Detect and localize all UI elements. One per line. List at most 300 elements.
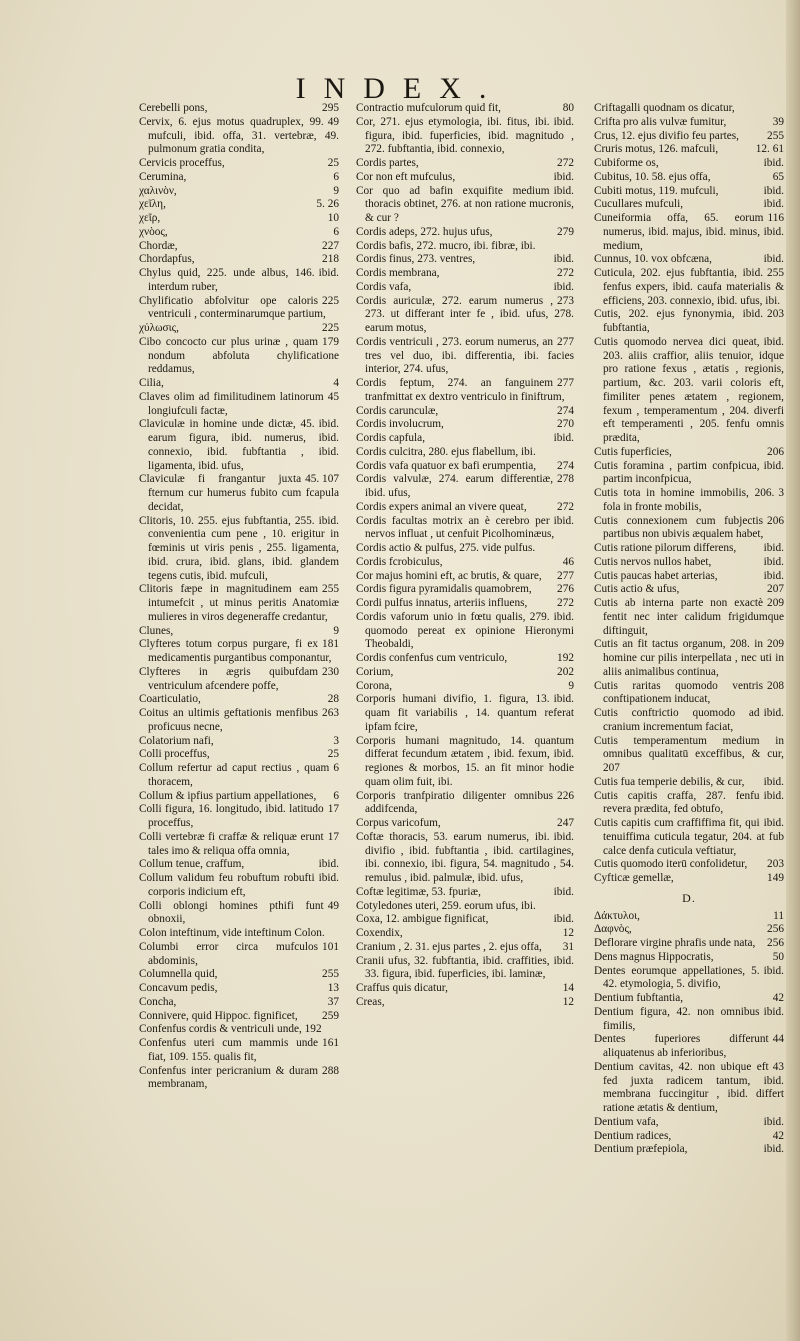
entry-text: Dentium cavitas, 42. non ubique eft fed juxta radicem tantum, ibid. membrana fuccingitur , ibid. differt ratione ætatis & dentium,	[594, 1060, 784, 1114]
index-entry	[594, 597, 784, 638]
entry-text: Cilia,	[139, 377, 164, 389]
index-entry	[356, 735, 574, 790]
page-reference: ibid.	[763, 789, 784, 802]
page-header-title: INDEX.	[295, 72, 505, 105]
page-reference: 101	[322, 940, 339, 953]
entry-text: Cutis temperamentum medium in omnibus qualitatū exceffibus, & cur, 207	[594, 734, 784, 774]
page-reference: 274	[557, 459, 574, 472]
entry-text: Columnella quid,	[139, 968, 218, 981]
entry-text: Cerebelli pons,	[139, 102, 208, 114]
page-reference: 3	[333, 734, 339, 747]
index-entry	[139, 1065, 339, 1093]
page-reference: 11	[773, 909, 784, 922]
index-entry	[594, 542, 784, 556]
entry-text: Cutis connexionem cum fubjectis partibus non ubivis æqualem habet,	[594, 514, 764, 541]
page-reference: ibid.	[763, 542, 784, 554]
index-entry	[139, 900, 339, 928]
page-reference: ibid.	[318, 418, 339, 431]
page-reference: 6	[333, 762, 339, 774]
entry-text: Cordis fcrobiculus,	[356, 555, 443, 568]
index-entry	[139, 982, 339, 996]
entry-text: Corium,	[356, 665, 394, 678]
page-reference: 202	[557, 665, 574, 678]
index-entry	[139, 418, 339, 473]
index-entry	[356, 157, 574, 171]
entry-text: Cor quo ad bafin exquifite medium thoracis obtinet, 276. at non ratione mucronis, & cur ?	[356, 184, 574, 224]
index-entry	[356, 556, 574, 570]
entry-text: Cordis feptum, 274. an fanguinem tranfmittat ex dextro ventriculo in finiftrum,	[356, 377, 565, 403]
page-reference: 6	[333, 170, 339, 183]
entry-text: Clyfteres in ægris quibufdam ventriculum afcendere poffe,	[139, 665, 319, 692]
entry-text: Cor majus homini eft, ac brutis, & quare,	[356, 569, 542, 582]
page-reference: ibid.	[553, 693, 574, 706]
page-reference: 255	[767, 267, 784, 279]
index-entry	[356, 515, 574, 543]
page-reference: 37	[327, 995, 339, 1008]
page-reference: 218	[322, 253, 339, 266]
page-reference: 247	[557, 817, 574, 829]
page-reference: ibid.	[763, 184, 784, 197]
page-reference: 225	[322, 294, 339, 307]
index-entry	[594, 858, 784, 872]
index-entry	[139, 693, 339, 707]
entry-text: Cotyledones uteri, 259. eorum ufus, ibi.	[356, 899, 536, 912]
entry-text: Cervix, 6. ejus motus quadruplex, 99. mufculi, ibid. offa, 31. vertebræ, 49. pulmonum gratia condita,	[139, 115, 339, 156]
page-reference: 288	[322, 1064, 339, 1077]
entry-text: Cordis facultas motrix an è cerebro per nervos influat , ut cenfuit Picolhominæus,	[356, 514, 555, 541]
index-column-1	[139, 102, 339, 1182]
page-reference: ibid.	[763, 1115, 784, 1128]
index-entry	[356, 900, 574, 914]
index-entry	[594, 910, 784, 924]
page-reference: 227	[322, 239, 339, 252]
index-entry	[356, 941, 574, 955]
entry-text: χύλωσις,	[139, 322, 179, 334]
index-entry	[139, 116, 339, 157]
entry-text: Cuticula, 202. ejus fubftantia, ibid. fenfus expers, ibid. caufa materialis & efficiens, 203. connexio, ibid. ufus, ibi.	[594, 267, 784, 307]
index-entry	[594, 487, 784, 515]
page-reference: 273	[557, 294, 574, 307]
index-entry	[139, 790, 339, 804]
entry-text: Clyfteres totum corpus purgare, fi ex medicamentis purgantibus componantur,	[139, 638, 332, 664]
index-entry	[594, 707, 784, 735]
entry-text: Cordi pulfus innatus, arteriis influens,	[356, 597, 528, 609]
page-reference: 255	[767, 129, 784, 142]
entry-text: Cutis quomodo iterū confolidetur,	[594, 858, 748, 871]
page-reference: 43	[772, 1060, 784, 1073]
page-reference: ibid.	[553, 830, 574, 843]
entry-text: Chylificatio abfolvitur ope caloris ventriculi , conterminarumque partium,	[139, 294, 326, 321]
index-entry	[594, 308, 784, 336]
entry-text: Cutis nervos nullos habet,	[594, 555, 712, 568]
index-entry	[356, 253, 574, 267]
index-entry	[139, 996, 339, 1010]
page-reference: ibid.	[553, 432, 574, 444]
page-reference: ibid.	[553, 170, 574, 183]
entry-text: Collum validum feu robuftum robufti corporis indicium eft,	[139, 872, 315, 898]
entry-text: Cordis capfula,	[356, 432, 426, 444]
index-entry	[139, 322, 339, 336]
entry-text: χαλινὸν,	[139, 184, 177, 197]
entry-text: Cordis bafis, 272. mucro, ibi. fibræ, ibi.	[356, 239, 536, 252]
entry-text: χνὸος,	[139, 225, 168, 238]
index-entry	[594, 790, 784, 818]
entry-text: Collum refertur ad caput rectius , quam thoracem,	[139, 762, 330, 788]
index-entry	[594, 446, 784, 460]
entry-text: Cutis actio & ufus,	[594, 583, 680, 596]
entry-text: Concavum pedis,	[139, 982, 218, 994]
entry-text: Cutis fuperficies,	[594, 445, 672, 458]
page-reference: ibid.	[763, 1005, 784, 1018]
index-entry	[139, 473, 339, 514]
index-entry	[356, 501, 574, 515]
page-reference: ibid.	[318, 872, 339, 884]
index-entry	[139, 1010, 339, 1024]
page-reference: 226	[557, 789, 574, 802]
page-reference: 45. 107	[305, 473, 339, 486]
entry-text: Dentes eorumque appellationes, 5. 42. etymologia, 5. divifio,	[594, 964, 760, 991]
page-reference: 116	[767, 212, 784, 224]
page-reference: 225	[322, 322, 339, 334]
index-entry	[594, 1116, 784, 1130]
index-entry	[594, 1006, 784, 1034]
index-entry	[594, 116, 784, 130]
page-reference: ibid.	[763, 775, 784, 788]
page-reference: ibid.	[553, 954, 574, 967]
entry-text: Concha,	[139, 995, 177, 1008]
entry-text: Dentium fubftantia,	[594, 992, 684, 1004]
index-entry	[139, 240, 339, 254]
page-reference: 6	[333, 789, 339, 802]
index-entry	[139, 267, 339, 295]
entry-text: Corpus varicofum,	[356, 817, 441, 829]
entry-text: Cervicis proceffus,	[139, 157, 225, 169]
index-entry	[594, 556, 784, 570]
page-reference: ibid.	[763, 555, 784, 568]
entry-text: Cyfticæ gemellæ,	[594, 872, 674, 884]
entry-text: Crifta pro alis vulvæ fumitur,	[594, 115, 727, 128]
entry-text: Colatorium nafi,	[139, 734, 214, 747]
index-entry	[139, 638, 339, 666]
index-entry	[594, 923, 784, 937]
entry-text: Colli figura, 16. longitudo, ibid. latitudo proceffus,	[139, 803, 324, 829]
entry-text: Cor non eft mufculus,	[356, 170, 456, 183]
page-reference: 192	[557, 652, 574, 664]
page-reference: 277	[557, 377, 574, 389]
page-reference: ibid.	[553, 253, 574, 266]
page-reference: ibid.	[553, 885, 574, 898]
index-entry	[356, 432, 574, 446]
entry-text: Colli oblongi homines pthifi funt obnoxii,	[139, 899, 324, 926]
page-reference: ibid.	[763, 707, 784, 719]
index-entry	[356, 102, 574, 116]
index-entry	[356, 570, 574, 584]
page-reference: 3	[778, 487, 784, 499]
page-reference: 49	[327, 899, 339, 912]
entry-text: Cordis valvulæ, 274. earum differentiæ, ibid. ufus,	[356, 473, 554, 499]
index-entry	[594, 157, 784, 171]
entry-text: Cordis adeps, 272. hujus ufus,	[356, 225, 493, 238]
page-edge	[786, 0, 800, 1341]
page-reference: ibid.	[763, 964, 784, 977]
index-entry	[139, 198, 339, 212]
entry-text: Coftæ legitimæ, 53. fpuriæ,	[356, 885, 481, 898]
index-entry	[139, 226, 339, 240]
index-entry	[356, 281, 574, 295]
entry-text: Collum & ipfius partium appellationes,	[139, 789, 317, 802]
index-entry	[356, 418, 574, 432]
index-entry	[594, 638, 784, 679]
page-reference: 50	[772, 950, 784, 963]
index-entry	[139, 941, 339, 969]
page-reference: 12	[562, 995, 574, 1008]
page-reference: 149	[767, 872, 784, 884]
entry-text: Δαφνὸς,	[594, 923, 632, 936]
index-entry	[356, 171, 574, 185]
index-entry	[356, 693, 574, 734]
entry-text: Columbi error circa mufculos abdominis,	[139, 940, 319, 967]
entry-text: Cutis capitis cum craffiffima fit, qui tenuiffima cuticula tegatur, 204. at fub calce denfa cuticula veftiatur,	[594, 817, 784, 857]
page-reference: 277	[557, 569, 574, 582]
page-reference: 206	[767, 514, 784, 527]
index-entry	[356, 267, 574, 281]
entry-text: Clitoris fæpe in magnitudinem eam intumefcit , ut minus peritis Anatomiæ mulieres in viros degeneraffe credantur,	[139, 583, 339, 623]
page-reference: 209	[767, 638, 784, 651]
index-entry	[356, 336, 574, 377]
page-reference: ibid.	[318, 267, 339, 279]
entry-text: Dentium præfepiola,	[594, 1143, 688, 1156]
entry-text: Cutis foramina , partim confpicua, partim inconfpicua,	[594, 459, 760, 486]
page-reference: 203	[767, 858, 784, 871]
index-entry	[594, 102, 784, 116]
page-reference: 263	[322, 707, 339, 719]
page-reference: 9	[333, 184, 339, 197]
index-entry	[356, 446, 574, 460]
page-reference: 25	[327, 748, 339, 761]
page-reference: 279	[557, 225, 574, 238]
page-reference: 207	[767, 583, 784, 596]
page-reference: ibid.	[763, 817, 784, 829]
entry-text: Cubiforme os,	[594, 157, 659, 169]
page-reference: ibid.	[763, 253, 784, 266]
index-entry	[139, 295, 339, 323]
entry-text: Cordis expers animal an vivere queat,	[356, 500, 527, 513]
entry-text: Contractio mufculorum quid fit,	[356, 102, 501, 114]
page-reference: 12. 61	[755, 143, 784, 156]
entry-text: Dentium figura, 42. non omnibus fimilis,	[594, 1005, 760, 1032]
page-reference: ibid.	[553, 610, 574, 623]
page-reference: 270	[557, 418, 574, 431]
index-entry	[356, 652, 574, 666]
entry-text: Cutis raritas quomodo ventris conftipationem inducat,	[594, 679, 764, 706]
entry-text: Claves olim ad fimilitudinem latinorum longiufculi factæ,	[139, 390, 324, 417]
page-reference: ibid.	[553, 115, 574, 128]
index-entry	[356, 831, 574, 886]
entry-text: Cutis ratione pilorum differens,	[594, 542, 737, 554]
index-entry	[356, 185, 574, 226]
entry-text: Coxa, 12. ambigue fignificat,	[356, 913, 489, 926]
index-entry	[594, 1143, 784, 1157]
index-entry	[594, 872, 784, 886]
index-entry	[594, 776, 784, 790]
page-reference: ibid.	[553, 514, 574, 527]
index-entry	[594, 1130, 784, 1144]
page-reference: 46	[562, 555, 574, 568]
index-entry	[356, 542, 574, 556]
index-entry	[139, 253, 339, 267]
index-entry	[594, 680, 784, 708]
entry-text: Cor, 271. ejus etymologia, ibi. fitus, ibi. figura, ibid. fuperficies, ibid. magnitudo , 272. fubftantia, ibid. connexio,	[356, 115, 574, 156]
index-entry	[594, 951, 784, 965]
page-reference: 65	[772, 170, 784, 183]
index-entry	[356, 817, 574, 831]
entry-text: Cordis ventriculi , 273. eorum numerus, an tres vel duo, ibi. differentia, ibi. facies interior, 274. ufus,	[356, 335, 574, 376]
entry-text: Dentium radices,	[594, 1129, 672, 1142]
entry-text: Corporis humani divifio, 1. figura, 13. quam fit variabilis , 14. quantum referat ipfam fcire,	[356, 693, 574, 733]
page-reference: 272	[557, 500, 574, 513]
index-entry	[594, 1033, 784, 1061]
index-entry	[139, 391, 339, 419]
entry-text: Cordis involucrum,	[356, 418, 444, 431]
index-entry	[139, 625, 339, 639]
index-entry	[356, 377, 574, 405]
entry-text: Clunes,	[139, 624, 174, 637]
index-entry	[594, 735, 784, 776]
index-entry	[594, 1061, 784, 1116]
entry-text: Colon inteftinum, vide inteftinum Colon.	[139, 927, 325, 939]
page-reference: ibid.	[553, 184, 574, 197]
index-entry	[594, 198, 784, 212]
index-entry	[139, 707, 339, 735]
index-column-2	[356, 102, 574, 1182]
entry-text: Coitus an ultimis geftationis menfibus proficuus necne,	[139, 707, 319, 733]
entry-text: Cutis an fit tactus organum, 208. in homine cur pilis interpellata , nec uti in aliis animalibus continua,	[594, 638, 784, 678]
entry-text: Deflorare virgine phrafis unde nata,	[594, 937, 756, 949]
entry-text: Cordis confenfus cum ventriculo,	[356, 652, 508, 664]
page-reference: 39	[772, 115, 784, 128]
entry-text: Cordis vaforum unio in fœtu qualis, 279. quomodo pereat ex opinione Hieronymi Theobaldi,	[356, 610, 574, 651]
entry-text: Clitoris, 10. 255. ejus fubftantia, 255. convenientia cum pene , 10. erigitur in fœminis ut viris penis , 255. ligamenta, ibid. crura, ibid. glans, ibid. glandem tegens cutis, ibid. mufculi,	[139, 514, 339, 582]
index-entry	[356, 460, 574, 474]
page-reference: 295	[322, 102, 339, 114]
page-reference: 209	[767, 597, 784, 609]
index-entry	[139, 336, 339, 377]
entry-text: Colli proceffus,	[139, 748, 210, 761]
entry-text: Cordis finus, 273. ventres,	[356, 253, 476, 266]
index-entry	[356, 583, 574, 597]
index-entry	[356, 666, 574, 680]
entry-text: Cucullares mufculi,	[594, 198, 684, 211]
index-entry	[139, 157, 339, 171]
entry-text: Dentium vafa,	[594, 1115, 659, 1128]
entry-text: Cordis vafa quatuor ex bafi erumpentia,	[356, 459, 537, 472]
page-reference: 9	[333, 624, 339, 637]
index-entry	[139, 515, 339, 584]
index-entry	[356, 982, 574, 996]
index-entry	[139, 803, 339, 831]
entry-text: Cordis membrana,	[356, 267, 440, 279]
entry-text: Corona,	[356, 679, 393, 692]
entry-text: Confenfus uteri cum mammis unde fiat, 109. 155. qualis fit,	[139, 1037, 319, 1063]
index-entry	[139, 858, 339, 872]
entry-text: Cranium , 2. 31. ejus partes , 2. ejus offa,	[356, 940, 542, 953]
page-reference: 6	[333, 225, 339, 238]
page-reference: 9	[568, 679, 574, 692]
index-entry	[356, 611, 574, 652]
entry-text: Cunnus, 10. vox obfcæna,	[594, 253, 712, 266]
page-reference: ibid.	[763, 1143, 784, 1156]
page-reference: 4	[333, 377, 339, 389]
entry-text: Cutis, 202. ejus fynonymia, ibid. fubftantia,	[594, 308, 764, 334]
index-entry	[356, 597, 574, 611]
entry-text: Δάκτυλοι,	[594, 909, 640, 922]
entry-text: Cordis figura pyramidalis quamobrem,	[356, 583, 532, 596]
entry-text: Cordis partes,	[356, 157, 419, 169]
page-reference: 12	[562, 927, 574, 939]
index-entry	[139, 185, 339, 199]
index-entry	[139, 872, 339, 900]
index-entry	[356, 790, 574, 818]
entry-text: Cruris motus, 126. mafculi,	[594, 143, 719, 156]
index-entry	[594, 336, 784, 446]
entry-text: Crus, 12. ejus divifio feu partes,	[594, 129, 739, 142]
index-entry	[139, 377, 339, 391]
entry-text: Cubitus, 10. 58. ejus offa,	[594, 170, 711, 183]
letter-heading: D.	[682, 890, 696, 905]
index-entry	[594, 965, 784, 993]
entry-text: Creas,	[356, 995, 385, 1008]
index-entry	[594, 185, 784, 199]
index-entry	[139, 583, 339, 624]
index-entry	[594, 937, 784, 951]
page-reference: ibid.	[763, 459, 784, 472]
entry-text: Confenfus cordis & ventriculi unde, 192	[139, 1023, 322, 1036]
page-reference: 31	[562, 940, 574, 953]
entry-text: Confenfus inter pericranium & duram membranam,	[139, 1064, 319, 1091]
page-reference: 256	[767, 937, 784, 949]
page-reference: 272	[557, 157, 574, 169]
index-entry	[594, 570, 784, 584]
entry-text: Claviculæ in homine unde dictæ, 45. earum figura, ibid. numerus, ibid. connexio, ibid. fubftantia , ibid. ligamenta, ibid. ufus,	[139, 418, 339, 472]
entry-text: Cutis tota in homine immobilis, 206. fola in fronte mobilis,	[594, 487, 775, 513]
index-entry	[594, 515, 784, 543]
entry-text: Chordæ,	[139, 239, 178, 252]
page-reference: ibid.	[318, 514, 339, 527]
entry-text: Cibo concocto cur plus urinæ , quam nondum abfoluta chylificatione reddamus,	[139, 335, 339, 376]
index-entry	[139, 762, 339, 790]
page-reference: 14	[562, 982, 574, 994]
entry-text: Cordis culcitra, 280. ejus flabellum, ibi.	[356, 445, 536, 458]
index-entry	[356, 226, 574, 240]
page-reference: 272	[557, 267, 574, 279]
entry-text: Chylus quid, 225. unde albus, 146. interdum ruber,	[139, 267, 315, 293]
entry-text: χεῖλη,	[139, 198, 166, 211]
entry-text: Chordapfus,	[139, 253, 195, 266]
entry-text: Cutis paucas habet arterias,	[594, 569, 718, 582]
entry-text: Cordis vafa,	[356, 280, 412, 293]
index-entry	[356, 913, 574, 927]
index-entry	[356, 996, 574, 1010]
page-reference: 17	[327, 830, 339, 843]
page-reference: ibid.	[763, 157, 784, 169]
index-entry	[594, 583, 784, 597]
index-entry	[356, 116, 574, 157]
entry-text: Dens magnus Hippocratis,	[594, 950, 714, 963]
index-entry	[139, 927, 339, 941]
entry-text: Cordis auriculæ, 272. earum numerus , 273. ut differant inter fe , ibid. ufus, 278. earum motus,	[356, 294, 574, 334]
index-entry	[356, 473, 574, 501]
page-reference: 206	[767, 445, 784, 458]
